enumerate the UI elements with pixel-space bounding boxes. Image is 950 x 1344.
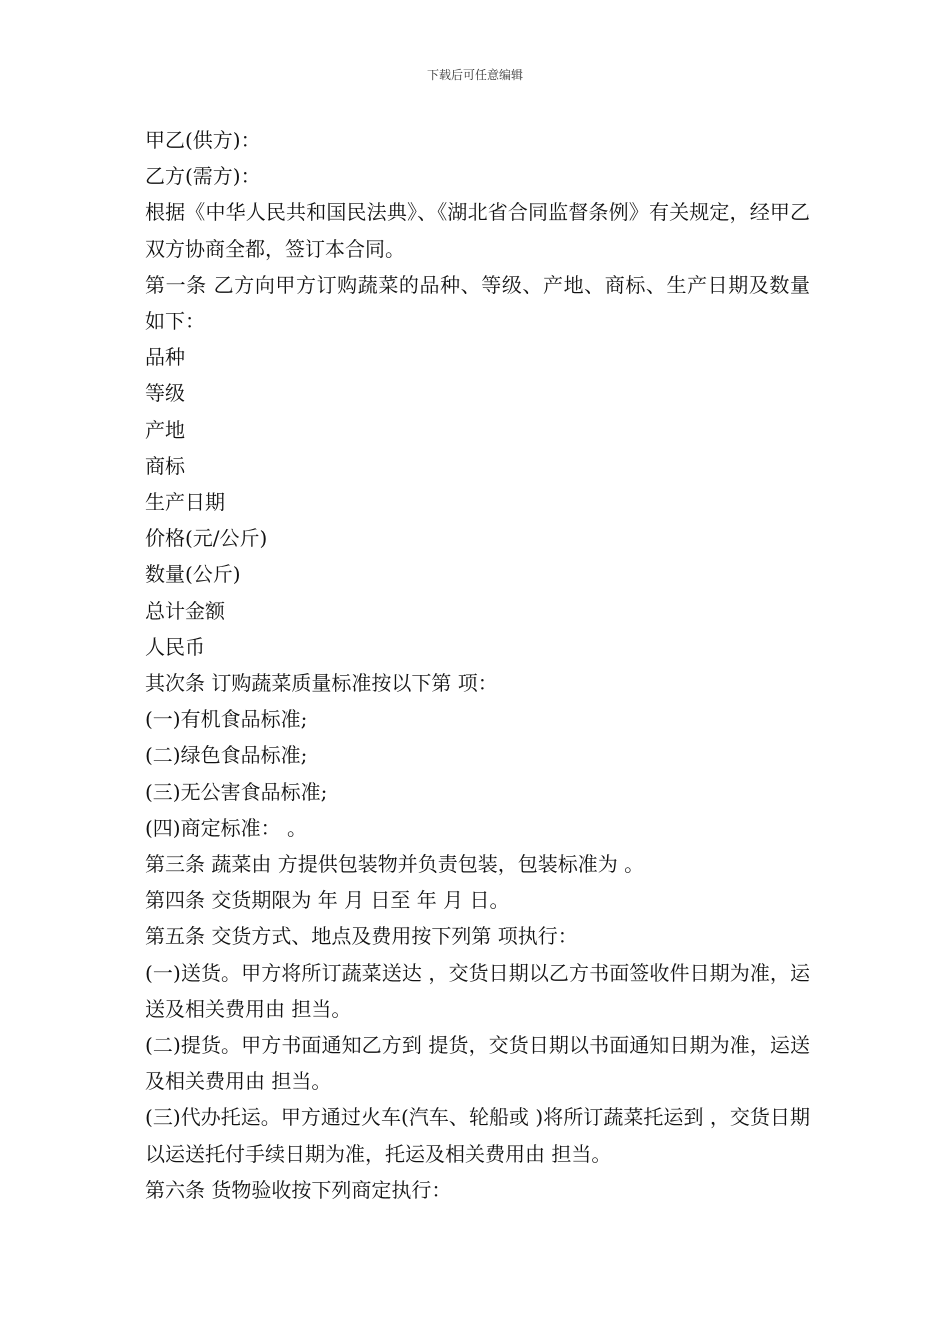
field-grade: 等级 (145, 381, 185, 406)
field-origin: 产地 (145, 417, 185, 442)
field-rmb: 人民币 (145, 634, 205, 659)
party-a-line: 甲乙(供方)： (145, 128, 261, 152)
standard-option-3: (三)无公害食品标准; (145, 779, 328, 804)
party-b-line: 乙方(需方)： (145, 164, 261, 189)
field-trademark: 商标 (145, 453, 185, 478)
article-6: 第六条 货物验收按下列商定执行： (145, 1177, 452, 1202)
page-header: 下载后可任意编辑 (426, 68, 523, 82)
delivery-option-3: (三)代办托运。甲方通过火车(汽车、轮船或 )将所订蔬菜托运到 ，交货日期以运送托付手续日期为准，托运及相关费用由 担当。 (145, 1105, 810, 1166)
article-4: 第四条 交货期限为 年 月 日至 年 月 日。 (145, 888, 510, 913)
field-price: 价格(元/公斤) (145, 526, 268, 551)
contract-body (145, 122, 810, 1208)
delivery-option-2: (二)提货。甲方书面通知乙方到 提货，交货日期以书面通知日期为准，运送及相关费用由 担当。 (145, 1033, 810, 1094)
standard-option-1: (一)有机食品标准; (145, 707, 308, 732)
standard-option-4: (四)商定标准： 。 (145, 815, 307, 840)
field-quantity: 数量(公斤) (145, 562, 241, 587)
field-production-date: 生产日期 (145, 490, 225, 515)
article-2: 其次条 订购蔬菜质量标准按以下第 项： (145, 671, 498, 696)
standard-option-2: (二)绿色食品标准; (145, 743, 308, 768)
field-variety: 品种 (145, 345, 185, 370)
article-5: 第五条 交货方式、地点及费用按下列第 项执行： (145, 924, 578, 949)
delivery-option-1: (一)送货。甲方将所订蔬菜送达 ，交货日期以乙方书面签收件日期为准，运送及相关费用由 担当。 (145, 960, 810, 1021)
article-3: 第三条 蔬菜由 方提供包装物并负责包装，包装标准为 。 (145, 852, 645, 877)
preamble-paragraph: 根据《中华人民共和国民法典》、《湖北省合同监督条例》有关规定，经甲乙双方协商全都，签订本合同。 (145, 200, 810, 261)
article-1: 第一条 乙方向甲方订购蔬菜的品种、等级、产地、商标、生产日期及数量如下： (145, 272, 810, 334)
field-total-amount: 总计金额 (145, 598, 225, 623)
